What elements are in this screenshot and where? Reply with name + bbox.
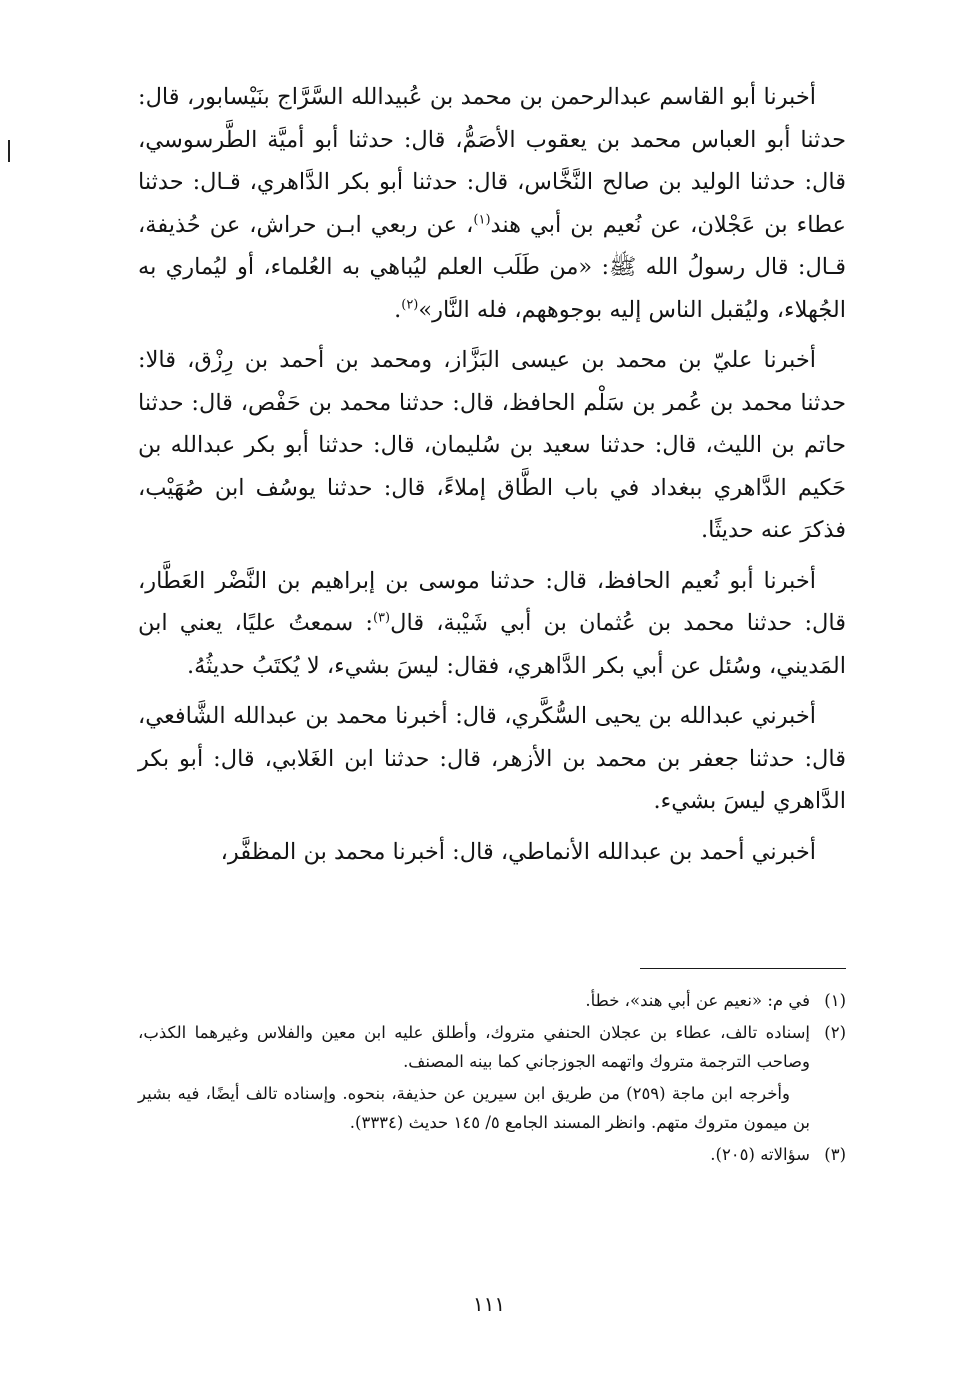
paragraph-1 xyxy=(138,76,846,331)
paragraph-2: أخبرنا عليّ بن محمد بن عيسى البَزَّاز، ومحمد بن أحمد بن رِزْق، قالا: حدثنا محمد بن عُمر بن سَلْم الحافظ، قال: حدثنا محمد بن حَفْص، قال: حدثنا حاتم بن الليث، قال: حدثنا سعيد بن سُليمان، قال: حدثنا أبو بكر عبدالله بن حَكيم الدَّاهري ببغداد في باب الطَّاق إملاءً، قال: حدثنا يوسُف ابن صُهَيْب، فذكرَ عنه حديثًا. xyxy=(138,347,846,543)
footnote-ref-3[interactable]: (٣) xyxy=(372,610,391,626)
footnotes xyxy=(138,986,846,1172)
footnote-2 xyxy=(138,1018,846,1076)
paragraph-1-part-3: . xyxy=(394,296,402,323)
footnote-text-3: سؤالاته (٢٠٥). xyxy=(710,1145,810,1164)
page-number: ١١١ xyxy=(472,1292,506,1316)
footnote-2-continuation: وأخرجه ابن ماجة (٢٥٩) من طريق ابن سيرين عن حذيفة، بنحوه. وإسناده تالف أيضًا، فيه بشير بن ميمون متروك متهم. وانظر المسند الجامع ٥/ ١٤٥ حديث (٣٣٣٤). xyxy=(138,1084,810,1132)
footnote-number-2: (٢) xyxy=(824,1023,846,1042)
paragraph-3-part-1: أخبرنا أبو نُعيم الحافظ، قال: حدثنا موسى بن إبراهيم بن النَّضْر العَطَّار، قال: حدثنا محمد بن عُثمان بن أبي شَيْبة، قال xyxy=(138,567,846,636)
paragraph-3 xyxy=(138,560,846,688)
footnote-text-2: إسناده تالف، عطاء بن عجلان الحنفي متروك، وأطلق عليه ابن معين والفلاس وغيرهما الكذب، وصاحب الترجمة متروك واتهمه الجوزجاني كما بينه المصنف. xyxy=(138,1023,810,1071)
main-text xyxy=(138,76,846,881)
footnote-number-3: (٣) xyxy=(824,1145,846,1164)
footnote-3 xyxy=(138,1140,846,1169)
footnote-number-1: (١) xyxy=(824,991,846,1010)
paragraph-4: أخبرني عبدالله بن يحيى السُّكَّري، قال: أخبرنا محمد بن عبدالله الشَّافعي، قال: حدثنا جعفر بن محمد بن الأزهر، قال: حدثنا ابن الغَلابي، قال: أبو بكر الدَّاهري ليسَ بشيء. xyxy=(138,703,846,814)
footnote-separator xyxy=(640,968,846,969)
scan-margin-mark xyxy=(8,140,10,162)
paragraph-5: أخبرني أحمد بن عبدالله الأنماطي، قال: أخبرنا محمد بن المظفَّر، xyxy=(220,838,816,865)
footnote-1 xyxy=(138,986,846,1015)
paragraph-3-part-2: : سمعتُ عليًا، يعني ابن المَديني، وسُئل عن أبي بكر الدَّاهري، فقال: ليسَ بشيء، لا يُكتَبُ حديثُهُ. xyxy=(138,610,846,679)
footnote-ref-1[interactable]: (١) xyxy=(473,212,491,227)
paragraph-1-part-1: أخبرنا أبو القاسم عبدالرحمن بن محمد بن عُبيدالله السَّرَّاج بنَيْسابور، قال: حدثنا أبو العباس محمد بن يعقوب الأصَمُّ، قال: حدثنا أبو أميَّة الطَّرسوسي، قال: حدثنا الوليد بن صالح النَّخَّاس، قال: حدثنا أبو بكر الدَّاهري، قـال: حدثنا عطاء بن عَجْلان، عن نُعيم بن أبي هند xyxy=(138,84,846,238)
paragraph-1-part-2: ، عن ربعي ابـن حراش، عن حُذيفة، قـال: قال رسولُ الله ﷺ: «من طَلَب العلم ليُباهي به العُلماء، أو ليُماري به الجُهلاء، وليُقبل الناس إليه بوجوههم، فله النَّار» xyxy=(138,211,846,323)
footnote-text-1: في م: «نعيم عن أبي هند»، خطأ. xyxy=(585,991,810,1010)
footnote-ref-2[interactable]: (٢) xyxy=(401,297,419,312)
